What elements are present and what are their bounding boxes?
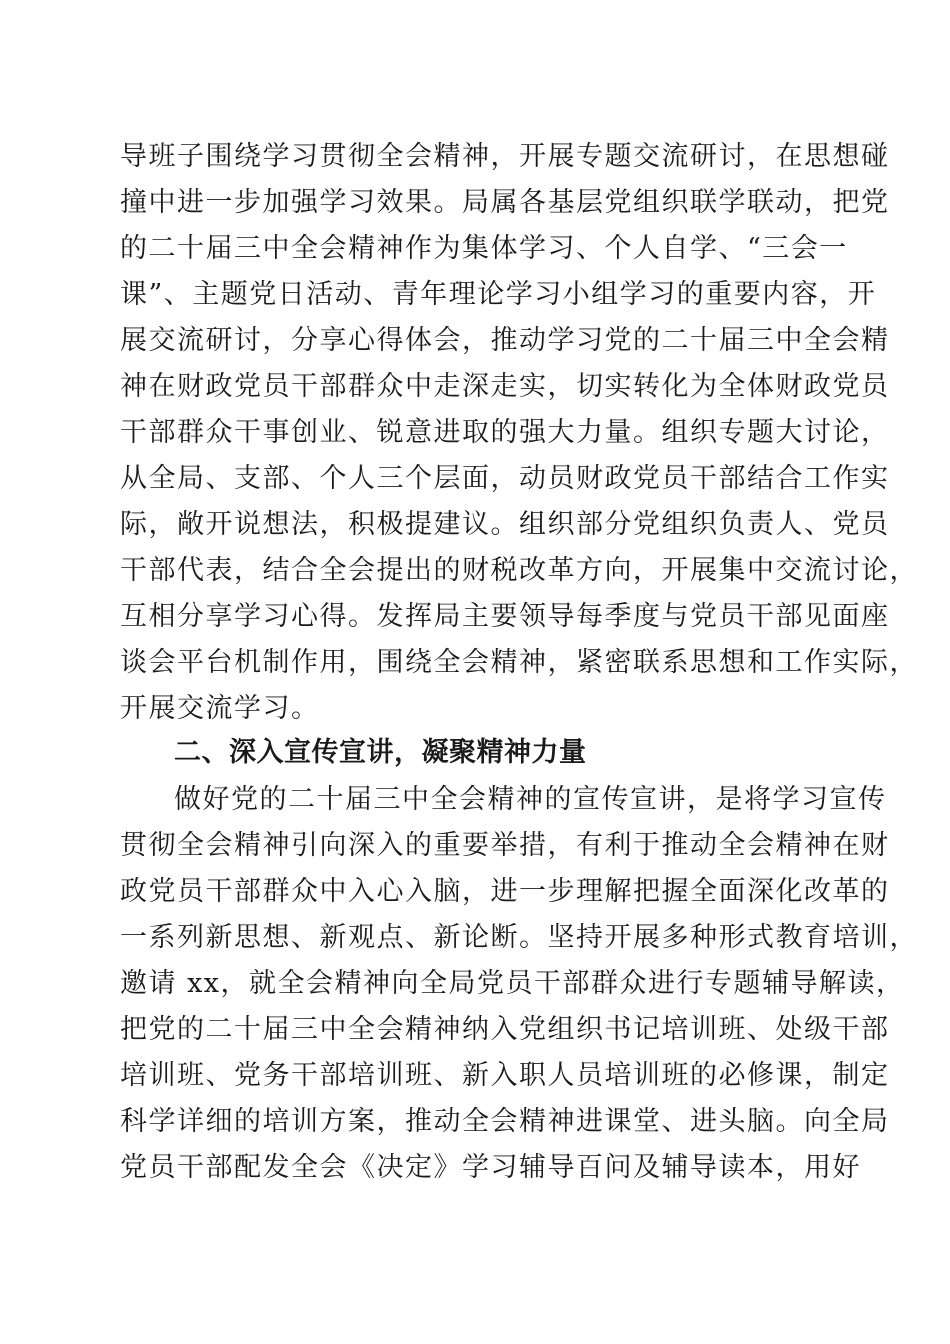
- paragraph-line: 际，敞开说想法，积极提建议。组织部分党组织负责人、党员: [120, 509, 890, 540]
- paragraph-line: 展交流研讨，分享心得体会，推动学习党的二十届三中全会精: [120, 325, 890, 356]
- paragraph-line: 干部代表，结合全会提出的财税改革方向，开展集中交流讨论，: [120, 555, 918, 586]
- paragraph-line: 贯彻全会精神引向深入的重要举措，有利于推动全会精神在财: [120, 830, 890, 861]
- paragraph-line: 的二十届三中全会精神作为集体学习、个人自学、“三会一: [120, 233, 848, 264]
- paragraph-line: 政党员干部群众中入心入脑，进一步理解把握全面深化改革的: [120, 876, 890, 907]
- paragraph-line: 开展交流学习。: [120, 693, 320, 724]
- paragraph-line: 从全局、支部、个人三个层面，动员财政党员干部结合工作实: [120, 463, 890, 494]
- paragraph-line: 课”、主题党日活动、青年理论学习小组学习的重要内容，开: [120, 279, 877, 310]
- paragraph-line: 神在财政党员干部群众中走深走实，切实转化为全体财政党员: [120, 371, 890, 402]
- paragraph-line: 干部群众干事创业、锐意进取的强大力量。组织专题大讨论，: [120, 417, 890, 448]
- paragraph-line: 谈会平台机制作用，围绕全会精神，紧密联系思想和工作实际，: [120, 647, 918, 678]
- paragraph-line: 导班子围绕学习贯彻全会精神，开展专题交流研讨，在思想碰: [120, 141, 890, 172]
- paragraph-line: 培训班、党务干部培训班、新入职人员培训班的必修课，制定: [120, 1060, 890, 1091]
- paragraph-line: 做好党的二十届三中全会精神的宣传宣讲，是将学习宣传: [174, 784, 887, 815]
- paragraph-line: 互相分享学习心得。发挥局主要领导每季度与党员干部见面座: [120, 601, 890, 632]
- paragraph-line: 把党的二十届三中全会精神纳入党组织书记培训班、处级干部: [120, 1014, 890, 1045]
- paragraph-line: 撞中进一步加强学习效果。局属各基层党组织联学联动，把党: [120, 187, 890, 218]
- paragraph-line: 科学详细的培训方案，推动全会精神进课堂、进头脑。向全局: [120, 1106, 890, 1137]
- paragraph-line: 党员干部配发全会《决定》学习辅导百问及辅导读本，用好: [120, 1152, 861, 1183]
- section-heading: 二、深入宣传宣讲，凝聚精神力量: [174, 737, 587, 768]
- paragraph-line: 一系列新思想、新观点、新论断。坚持开展多种形式教育培训，: [120, 922, 918, 953]
- paragraph-line: 邀请 xx，就全会精神向全局党员干部群众进行专题辅导解读，: [120, 968, 905, 999]
